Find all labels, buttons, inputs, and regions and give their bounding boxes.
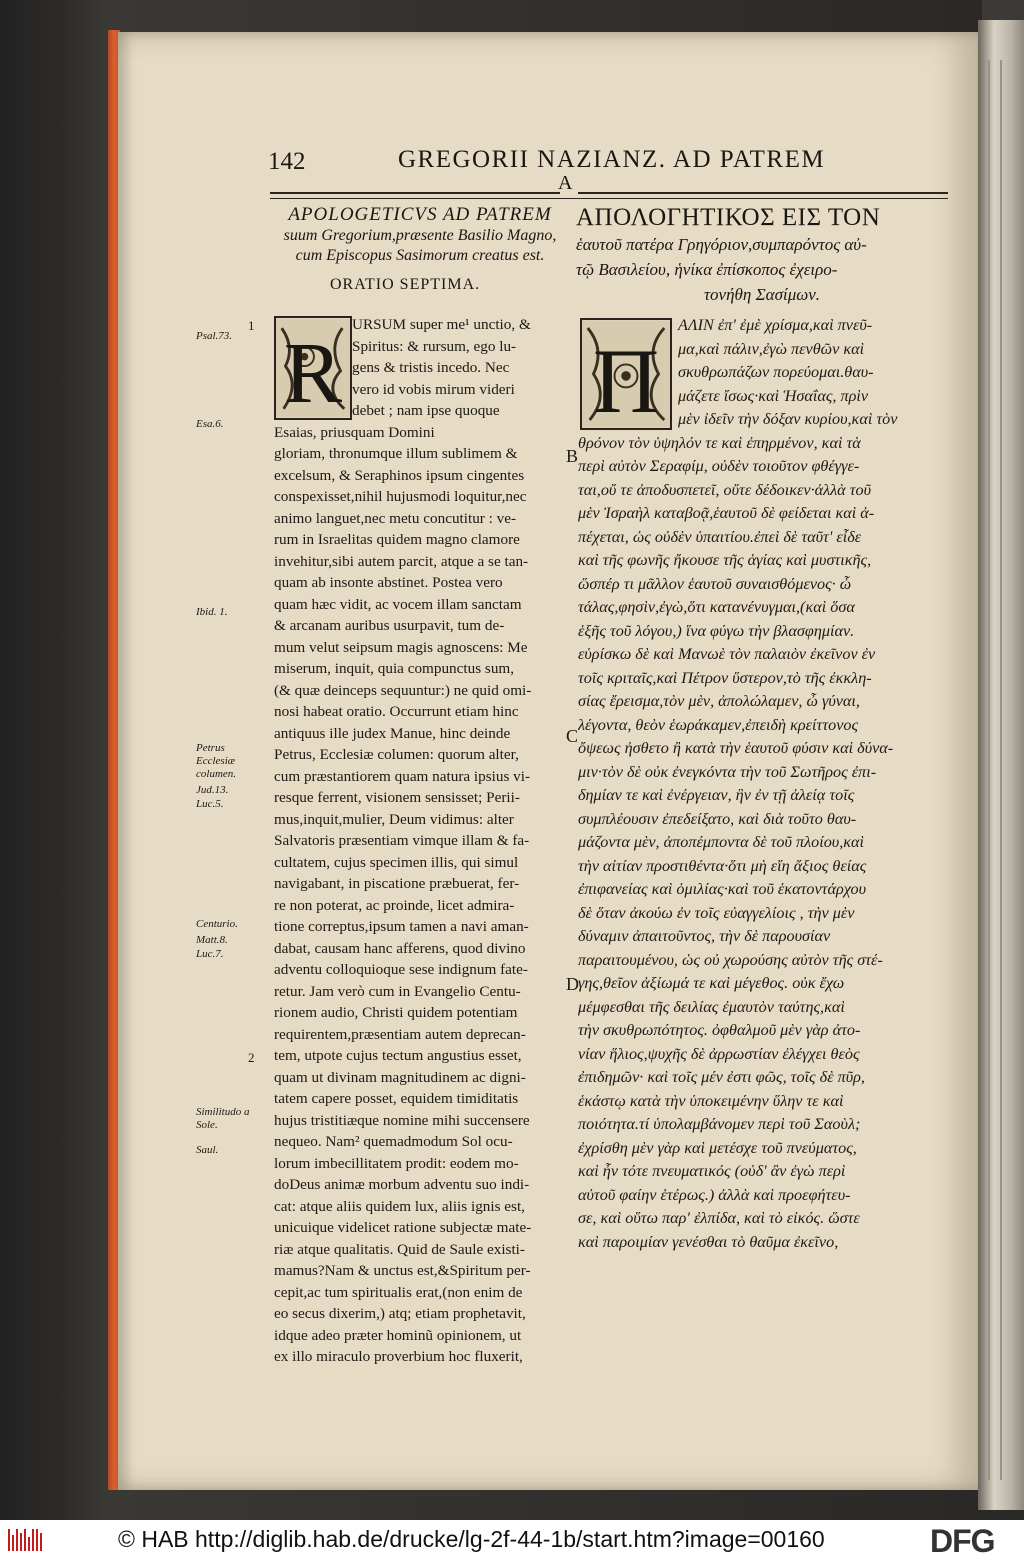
running-head: GREGORII NAZIANZ. AD PATREM (398, 146, 826, 173)
margin-note: Ibid. 1. (196, 606, 228, 618)
text-line: mus,inquit,mulier, Deum vidimus: alter (274, 810, 514, 828)
text-line: rum in Israelitas quidem magno clamore (274, 531, 520, 548)
text-line: idque adeo præter hominũ opinionem, ut (274, 1326, 522, 1344)
greek-title-sub: ἑαυτοῦ πατέρα Γρηγόριον,συμπαρόντος αὐ- (576, 235, 867, 254)
text-line: συμπλέουσιν ἐπεδείξατο, καὶ διὰ τοῦτο θαυ- (578, 809, 857, 828)
greek-title-sub: τονήθη Σασίμων. (703, 285, 821, 304)
latin-title-sub: suum Gregorium,præsente Basilio Magno, (283, 227, 557, 244)
greek-title-sub: τῷ Βασιλείου, ἡνίκα ἐπίσκοπος ἐχειρο- (576, 260, 838, 279)
oratio-heading: ORATIO SEPTIMA. (330, 276, 481, 293)
page-number: 142 (268, 148, 306, 175)
text-line: nequeo. Nam² quemadmodum Sol ocu- (274, 1133, 513, 1150)
svg-text:R: R (283, 324, 343, 418)
text-line: miserum, inquit, quia compunctus sum, (274, 660, 515, 677)
text-line: σκυθρωπάζων πορεύομαι.θαυ- (678, 363, 874, 381)
text-line: καὶ ἦν τότε πνευματικός (οὐδ' ἂν ἐγὼ περὶ (578, 1162, 846, 1180)
text-line: ὥσπέρ τι μᾶλλον ἑαυτοῦ συναισθόμενος· ὦ (578, 574, 852, 593)
text-line: URSUM super me¹ unctio, & (352, 316, 531, 333)
text-line: ποιότητα.τί ὑπολαμβάνομεν περὶ τοῦ Σαοὺλ; (578, 1115, 861, 1133)
text-line: τοῖς κριταῖς,καὶ Πέτρον ὕστερον,τὸ τῆς ἐκκλη- (578, 668, 872, 687)
text-line: μα,καὶ πάλιν,ἐγὼ πενθῶν καὶ (678, 339, 865, 358)
text-line: καὶ παροιμίαν γενέσθαι τὸ θαῦμα ἐκεῖνο, (578, 1232, 839, 1251)
text-line: μὲν Ἰσραὴλ καταβοᾷ,ἑαυτοῦ δὲ φείδεται καὶ ἀ- (578, 504, 875, 522)
margin-note: Jud.13. (196, 784, 229, 796)
text-line: σίας ἔρεισμα,τὸν μὲν, ἀπολώλαμεν, ὦ γύναι, (578, 692, 860, 710)
latin-title-main: APOLOGETICVS AD PATREM (288, 204, 552, 225)
latin-column (274, 314, 564, 1368)
latin-title-sub: cum Episcopus Sasimorum creatus est. (295, 247, 545, 264)
text-line: lorum imbecillitatem prodit: eodem mo- (274, 1154, 519, 1172)
text-line: requirentem,præsentiam autem deprecan- (274, 1025, 526, 1043)
text-line: Petrus, Ecclesiæ columen: quorum alter, (274, 746, 519, 763)
text-line: tione correptus,ipsum tamen a navi aman- (274, 918, 529, 935)
text-line: cat: atque aliis quidem lux, aliis ignis est, (274, 1197, 525, 1215)
text-line: tem, utpote cujus tectum angustius esset, (274, 1047, 522, 1064)
text-line: riæ atque qualitatis. Quid de Saule existi- (274, 1240, 525, 1258)
greek-column (578, 314, 950, 1254)
text-line: quam hæc vidit, ac vocem illam sanctam (274, 595, 522, 613)
text-line: gloriam, thronumque illum sublimem & (274, 445, 518, 462)
text-line: doDeus animæ morbum adventu suo indi- (274, 1176, 530, 1193)
text-line: rionem audio, Christi quidem potentiam (274, 1004, 518, 1021)
text-line: παραιτουμένου, ὡς οὐ χωρούσης αὐτὸν τῆς στέ- (578, 950, 883, 969)
text-line: σε, καὶ οὕτω παρ' ἐλπίδα, καὶ τὸ εἰκός. ὥστε (578, 1209, 860, 1227)
text-line: nosi habeat oratio. Occurrunt etiam hinc (274, 703, 519, 720)
text-line: (& quæ deinceps sequuntur:) ne quid omi- (274, 681, 532, 699)
text-line: ἐπιδημῶν· καὶ τοῖς μέν ἐστι φῶς, τοῖς δὲ πῦρ, (578, 1068, 865, 1086)
text-line: μάζοντα μὲν, ἀποπέμποντα δὲ τοῦ πλοίου,καὶ (578, 833, 865, 851)
text-line: θρόνον τὸν ὑψηλόν τε καὶ ἐπηρμένον, καὶ τὰ (578, 433, 861, 452)
dfg-logo: DFG (930, 1523, 995, 1559)
section-letter: B (566, 446, 579, 466)
latin-title (276, 204, 564, 266)
text-line: invehitur,sibi autem parcit, atque a se tan- (274, 552, 529, 570)
text-line: Esaias, priusquam Domini (274, 423, 435, 441)
text-line: tatem capere posset, equidem timiditatis (274, 1090, 519, 1107)
text-line: Spiritus: & rursum, ego lu- (352, 337, 517, 355)
section-letter-a: A (558, 172, 573, 194)
text-line: hujus tristitiæque nomine mihi succensere (274, 1111, 530, 1129)
text-line: ἑκάστῳ κατὰ τὴν ὑποκειμένην ὕλην τε καὶ (578, 1091, 844, 1110)
text-line: animo languet,nec metu concutitur : ve- (274, 509, 517, 527)
text-line: νίαν ἥλιος,ψυχῆς δὲ ἀρρωστίαν ἐλέγχει θεὸς (578, 1044, 860, 1063)
text-line: λέγοντα, θεὸν ἑωράκαμεν,ἐπειδὴ κρείττονος (578, 715, 859, 734)
text-line: retur. Jam verò cum in Evangelio Centu- (274, 982, 521, 1000)
hab-barcode-icon (8, 1529, 44, 1551)
text-line: mum velut seipsum magis agnoscens: Me (274, 638, 528, 656)
text-line: eo secus dixerim,) atq; etiam prophetavit, (274, 1305, 526, 1322)
margin-number: 1 (248, 318, 255, 333)
header-rule-right (578, 192, 948, 194)
text-line: δημίαν τε καὶ ἐνέργειαν, ἣν ἐν τῇ ἁλείᾳ τοῖς (578, 786, 855, 804)
text-line: mamus?Nam & unctus est,&Spiritum per- (274, 1262, 531, 1279)
svg-text:Π: Π (592, 330, 660, 428)
text-line: ΑΛΙΝ ἐπ' ἐμὲ χρίσμα,καὶ πνεῦ- (678, 316, 873, 334)
text-line: vero id vobis mirum videri (352, 380, 515, 398)
text-line: ex illo miraculo proverbium hoc fluxerit, (274, 1348, 523, 1365)
text-line: τὴν σκυθρωπότητος. ὀφθαλμοῦ μὲν γὰρ ἀτο- (578, 1021, 861, 1039)
text-line: καὶ τῆς φωνῆς ἤκουσε τῆς ἁγίας καὶ μυστικῆς, (578, 551, 872, 569)
text-line: quam ab insonte abstinet. Postea vero (274, 574, 503, 591)
text-line: resque ferrent, visionem sensisset; Perii- (274, 789, 520, 806)
text-line: ται,οὔ τε ἀποδυσπετεῖ, οὔτε δέδοικεν·ἀλλὰ τοῦ (578, 480, 872, 499)
section-letter: D (566, 974, 579, 994)
margin-note: Luc.5. (196, 798, 224, 810)
margin-note: Luc.7. (196, 948, 224, 960)
text-line: cum præstantiorem quam natura ipsius vi- (274, 767, 531, 785)
book-gutter (978, 20, 1024, 1510)
header-rule-under (270, 198, 948, 199)
greek-title (576, 204, 948, 307)
text-line: Salvatoris præsentiam vimque illam & fa- (274, 832, 530, 849)
margin-note: Matt.8. (196, 934, 228, 946)
text-line: gens & tristis incedo. Nec (352, 359, 510, 376)
text-line: μάζετε ἴσως·καὶ Ἡσαΐας, πρὶν (678, 386, 869, 405)
margin-note: Psal.73. (196, 330, 233, 342)
margin-note: Esa.6. (196, 418, 224, 430)
text-line: ἑξῆς τοῦ λόγου,) ἵνα φύγω τὴν βλασφημίαν. (578, 621, 855, 640)
text-line: μέμφεσθαι τῆς δειλίας ἐμαυτὸν ταύτης,καὶ (578, 997, 845, 1016)
text-line: cultatem, cujus specimen illis, qui simul (274, 853, 519, 871)
text-line: & arcanam auribus usurpavit, tum de- (274, 617, 505, 634)
text-line: quam ut divinam magnitudinem ac digni- (274, 1068, 526, 1086)
text-line: τάλας,φησὶν,ἐγὼ,ὅτι κατανένυγμαι,(καὶ ὅσα (578, 598, 855, 616)
text-line: excelsum, & Seraphinos ipsum cingentes (274, 466, 525, 484)
text-line: αὐτοῦ φαίην ἑτέρως.) ἀλλὰ καὶ προεφήτευ- (578, 1185, 851, 1204)
text-line: unicuique videlicet ratione subjectæ mate- (274, 1219, 532, 1236)
page-header (268, 146, 948, 186)
text-line: ὄψεως ἠσθετο ἢ κατὰ τὴν ἑαυτοῦ φύσιν καὶ δύνα- (578, 739, 894, 757)
text-line: περὶ αὐτὸν Σεραφίμ, οὐδὲν τοιοῦτον φθέγγε- (578, 457, 860, 475)
text-line: conspexisset,nihil hujusmodi loquitur,nec (274, 488, 527, 505)
text-line: γης,θεῖον ἀξίωμά τε καὶ μέγεθος. οὐκ ἔχω (578, 974, 845, 992)
text-line: ἐχρίσθη μὲν γὰρ καὶ μετέσχε τοῦ πνεύματος, (578, 1138, 857, 1157)
text-line: debet ; nam ipse quoque (352, 402, 500, 419)
text-line: adventu colloquioque sese indignum fate- (274, 961, 528, 978)
footer-url[interactable]: © HAB http://diglib.hab.de/drucke/lg-2f-44-1b/start.htm?image=00160 (118, 1526, 825, 1552)
margin-note: Similitudo a Sole. (196, 1106, 250, 1131)
margin-note: Saul. (196, 1144, 219, 1156)
text-line: dabat, causam hanc afferens, quod divino (274, 939, 526, 957)
text-line: μὲν ἰδεῖν τὴν δόξαν κυρίου,καὶ τὸν (678, 410, 898, 428)
text-line: cepit,ac tum spiritualis erat,(non enim de (274, 1283, 523, 1301)
greek-title-main: ΑΠΟΛΟΓΗΤΙΚΟΣ ΕΙΣ ΤΟΝ (576, 204, 881, 231)
text-line: τὴν αἰτίαν προστιθέντα·ὅτι μὴ εἴη ἄξιος θείας (578, 856, 867, 875)
text-line: δὲ ὅταν ἀκούω ἐν τοῖς εὐαγγελίοις , τὴν μὲν (578, 903, 855, 922)
margin-note: Petrus Ecclesiæ columen. (196, 742, 237, 780)
text-line: ἐπιφανείας καὶ ὁμιλίας·καὶ τοῦ ἑκατοντάρχου (578, 880, 867, 898)
text-line: πέχεται, ὡς οὐδὲν ὑπαιτίου.ἐπεὶ δὲ ταῦτ' εἶδε (578, 527, 862, 546)
text-line: re non poterat, ac proinde, licet admira- (274, 896, 515, 914)
header-rule-left (270, 192, 560, 194)
text-line: antiquus ille judex Manue, hinc deinde (274, 724, 511, 742)
margin-note: Centurio. (196, 918, 238, 930)
text-line: εὑρίσκω δὲ καὶ Μανωὲ τὸν παλαιὸν ἐκεῖνον ἐν (578, 645, 876, 663)
text-line: navigabant, in piscatione præbuerat, fer- (274, 875, 520, 892)
footer-bar (0, 1520, 1024, 1560)
text-line: δύναμιν ἀπαιτοῦντος, τὴν δὲ παρουσίαν (578, 927, 831, 945)
margin-number: 2 (248, 1050, 255, 1065)
section-letter: C (566, 726, 579, 746)
text-line: μιν·τὸν δὲ οὐκ ἐνεγκόντα τὴν τοῦ Σωτῆρος ἐπι- (578, 762, 877, 781)
